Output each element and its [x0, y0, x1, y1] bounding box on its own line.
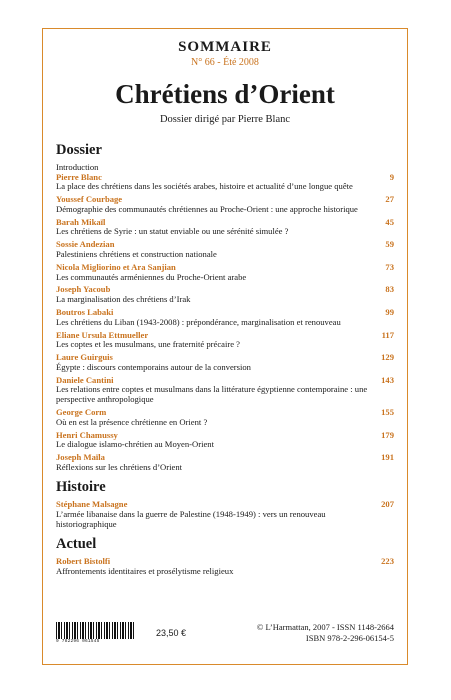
- entry-page-number: 73: [385, 261, 394, 272]
- barcode: [56, 622, 136, 646]
- issue-number: N° 66 - Été 2008: [191, 57, 259, 68]
- entry-title: Les chrétiens de Syrie : un statut enviable ou une sérénité simulée ?: [56, 226, 289, 237]
- entry-page-number: 117: [381, 329, 394, 340]
- toc-entry: [56, 453, 394, 472]
- entry-title: Affrontements identitaires et prosélytisme religieux: [56, 565, 234, 576]
- toc-entry: [56, 240, 394, 259]
- toc-entry: [56, 353, 394, 372]
- page-title: Chrétiens d’Orient: [115, 79, 335, 109]
- toc-entry: [56, 195, 394, 214]
- entry-author: Stéphane Malsagne: [56, 499, 128, 510]
- entry-title: Les coptes et les musulmans, une fraternité précaire ?: [56, 339, 240, 350]
- entry-title: La marginalisation des chrétiens d’Irak: [56, 294, 191, 305]
- entry-page-number: 207: [381, 499, 394, 510]
- table-of-contents: [56, 142, 394, 583]
- entry-author: Youssef Courbage: [56, 194, 123, 205]
- section-title: Dossier: [56, 142, 102, 158]
- toc-section: [56, 479, 394, 529]
- entry-title: Démographie des communautés chrétiennes au Proche-Orient : une approche historique: [56, 203, 358, 214]
- entry-page-number: 223: [381, 556, 394, 567]
- footer: [56, 622, 394, 652]
- entry-page-number: 99: [385, 307, 394, 318]
- entry-author: Boutros Labaki: [56, 307, 114, 318]
- entry-page-number: 27: [385, 194, 394, 205]
- entry-page-number: 155: [381, 406, 394, 417]
- toc-entry: [56, 285, 394, 304]
- toc-entry: [56, 376, 394, 405]
- entry-author: Pierre Blanc: [56, 171, 102, 182]
- heading: SOMMAIRE: [178, 39, 272, 55]
- entry-page-number: 83: [385, 284, 394, 295]
- entry-page-number: 59: [385, 239, 394, 250]
- entry-page-number: 45: [385, 216, 394, 227]
- document-frame: [42, 28, 408, 665]
- entry-title: Le dialogue islamo-chrétien au Moyen-Orient: [56, 439, 214, 450]
- entry-title: Réflexions sur les chrétiens d’Orient: [56, 461, 183, 472]
- entry-author: George Corm: [56, 406, 107, 417]
- barcode-bars: [56, 622, 136, 639]
- isbn-line: ISBN 978-2-296-06154-5: [305, 633, 394, 643]
- price: 23,50 €: [156, 628, 187, 638]
- entry-title: La place des chrétiens dans les sociétés arabes, histoire et actualité d’une longue quête: [56, 181, 353, 192]
- entry-title: Où en est la présence chrétienne en Orient ?: [56, 416, 208, 427]
- section-title: Histoire: [56, 479, 106, 496]
- entry-title: Palestiniens chrétiens et construction nationale: [56, 248, 217, 259]
- entry-author: Sossie Andezian: [56, 239, 115, 250]
- header: [43, 39, 407, 126]
- entry-author: Laure Guirguis: [56, 352, 113, 363]
- toc-entry: [56, 500, 394, 529]
- barcode-number: 9 782296 061545: [56, 639, 100, 644]
- subtitle: Dossier dirigé par Pierre Blanc: [159, 114, 291, 125]
- entry-title: L’armée libanaise dans la guerre de Palestine (1948-1949) : vers un renouveau historiographique: [56, 508, 326, 529]
- entry-prefix: Introduction: [56, 162, 99, 172]
- entry-page-number: 179: [381, 429, 394, 440]
- section-title: Actuel: [56, 536, 97, 553]
- entry-author: Daniele Cantini: [56, 374, 114, 385]
- publication-info: [257, 622, 394, 644]
- toc-entry: [56, 218, 394, 237]
- toc-entry: [56, 557, 394, 576]
- toc-entry: [56, 263, 394, 282]
- entry-title: Les relations entre coptes et musulmans dans la littérature égyptienne contemporaine : une perspective anthropologique: [56, 384, 368, 404]
- entry-author: Joseph Yacoub: [56, 284, 111, 295]
- toc-section: [56, 142, 394, 472]
- toc-section: [56, 536, 394, 576]
- entry-page-number: 191: [381, 452, 394, 463]
- entry-page-number: 129: [381, 352, 394, 363]
- entry-author: Eliane Ursula Ettmueller: [56, 329, 149, 340]
- toc-entry: [56, 163, 394, 192]
- entry-author: Henri Chamussy: [56, 429, 118, 440]
- entry-author: Nicola Migliorino et Ara Sanjian: [56, 261, 176, 272]
- toc-entry: [56, 431, 394, 450]
- entry-page-number: 143: [381, 374, 394, 385]
- entry-author: Robert Bistolfi: [56, 556, 111, 567]
- toc-entry: [56, 308, 394, 327]
- entry-page-number: 9: [389, 172, 394, 182]
- entry-title: Les communautés arméniennes du Proche-Orient arabe: [56, 271, 247, 282]
- entry-title: Les chrétiens du Liban (1943-2008) : prépondérance, marginalisation et renouveau: [56, 316, 341, 327]
- entry-author: Barah Mikaïl: [56, 216, 106, 227]
- toc-entry: [56, 331, 394, 350]
- entry-author: Joseph Maïla: [56, 452, 105, 463]
- publisher-line: © L’Harmattan, 2007 - ISSN 1148-2664: [256, 622, 394, 632]
- entry-title: Égypte : discours contemporains autour de la conversion: [56, 361, 251, 372]
- toc-entry: [56, 408, 394, 427]
